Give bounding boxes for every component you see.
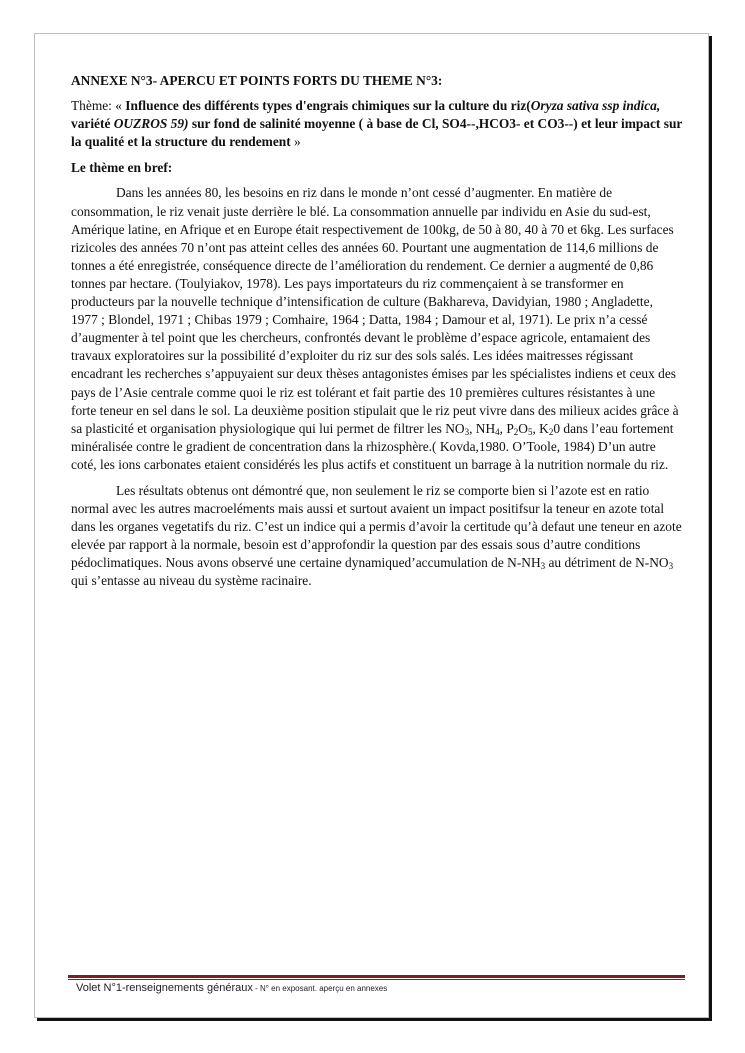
paragraph-2 (71, 482, 683, 591)
subscript: 3 (540, 561, 546, 572)
annex-title: ANNEXE N°3- APERCU ET POINTS FORTS DU THEME N°3: (71, 73, 443, 88)
page-content (71, 72, 683, 599)
subscript: 3 (668, 561, 674, 572)
footer-note: - N° en exposant. aperçu en annexes (252, 984, 388, 993)
paragraph-1-text-b: , NH (469, 420, 496, 436)
footer-divider (68, 975, 685, 978)
theme-variety: OUZROS 59) (113, 116, 189, 132)
footer-divider-thin (68, 979, 685, 980)
paragraph-1-text-c: , P (499, 420, 514, 436)
theme-part-1: Influence des différents types d'engrais chimiques sur la culture du riz( (125, 98, 531, 114)
paragraph-2-text-c: qui s’entasse au niveau du système racinaire. (71, 573, 312, 589)
footer-main-text: Volet N°1-renseignements généraux (76, 982, 253, 994)
subscript: 3 (464, 426, 470, 437)
subscript: 5 (527, 426, 533, 437)
subscript: 2 (513, 426, 519, 437)
paragraph-1-text-a: Dans les années 80, les besoins en riz dans le monde n’ont cessé d’augmenter. En matière de consommation, le riz venait juste derrière le blé. La consommation annuelle par individu en Asie du sud-est, Amérique latine, en Afrique et en Europe était respectivement de 100kg, de 50 à 80, 40 à 70 et 6kg. Les surfaces rizicoles des années 70 n’ont pas atteint celles des années 60. Pourtant une augmentation de 114,6 millions de tonnes a été enregistrée, conséquence directe de l’amélioration du rendement. Ce dernier a augmenté de 0,86 tonnes par hectare. (Toulyiakov, 1978). Les pays importateurs du riz commençaient à se transformer en producteurs par la nouvelle technique d’intensification de culture (Bakhareva, Davidyian, 1980 ; Angladette, 1977 ; Blondel, 1971 ; Chibas 1979 ; Comhaire, 1964 ; Datta, 1984 ; Damour et al, 1971). Le prix n’a cessé d’augmenter à tel point que les chercheurs, confrontés devant le problème d’espace agricole, entamaient des travaux exploratoires sur la possibilité d’exploiter du riz sur des sols salés. Les idées maitresses régissant encadrant les recherches s’appuyaient sur deux thèses antagonistes émises par les spécialistes indiens et ceux des pays de l’Asie centrale comme quoi le riz est tolérant et fait partie des 10 premières cultures résistantes à une forte teneur en sel dans le sol. La deuxième position stipulait que le riz peut vivre dans des milieux acides grâce à sa plasticité et organisation physiologique qui lui permet de filtrer les NO (71, 185, 679, 436)
paragraph-2-text-b: au détriment de N-NO (545, 555, 669, 571)
theme-statement (71, 97, 683, 151)
theme-prefix: Thème: « (71, 98, 126, 114)
paragraph-1 (71, 184, 683, 474)
theme-species: Oryza sativa ssp indica, (530, 98, 661, 114)
theme-part-5: sur fond de salinité moyenne ( à base de Cl, SO4--,HCO3- et CO3--) et leur impact sur la qualité et la structure du rendement (71, 116, 683, 150)
subheading: Le thème en bref: (71, 160, 173, 176)
theme-suffix: » (290, 134, 301, 150)
theme-part-3: variété (71, 116, 114, 132)
paragraph-1-text-e: , K (532, 420, 549, 436)
paragraph-1-text-f: 0 dans l’eau fortement minéralisée contre le gradient de concentration dans la rhizosphère.( Kovda,1980. O’Toole, 1984) D’un autre coté, les ions carbonates etaient considérés les plus actifs et constituent un barrage à la nutrition normale du riz. (71, 420, 674, 472)
paragraph-2-text-a: Les résultats obtenus ont démontré que, non seulement le riz se comporte bien si l’azote est en ratio normal avec les autres macroeléments mais aussi et surtout avaient un impact positifsur la teneur en azote total dans les organes vegetatifs du riz. C’est un indice qui a permis d’avoir la certitude qu’à defaut une teneur en azote elevée par rapport à la normale, besoin est d’approfondir la question par des essais sous d’autre conditions pédoclimatiques. Nous avons observé une certaine dynamiqued’accumulation de N-NH (71, 482, 682, 571)
document-page (34, 33, 709, 1018)
subscript: 2 (548, 426, 554, 437)
subscript: 4 (495, 426, 500, 437)
paragraph-1-text-d: O (518, 420, 528, 436)
page-footer (76, 982, 387, 994)
